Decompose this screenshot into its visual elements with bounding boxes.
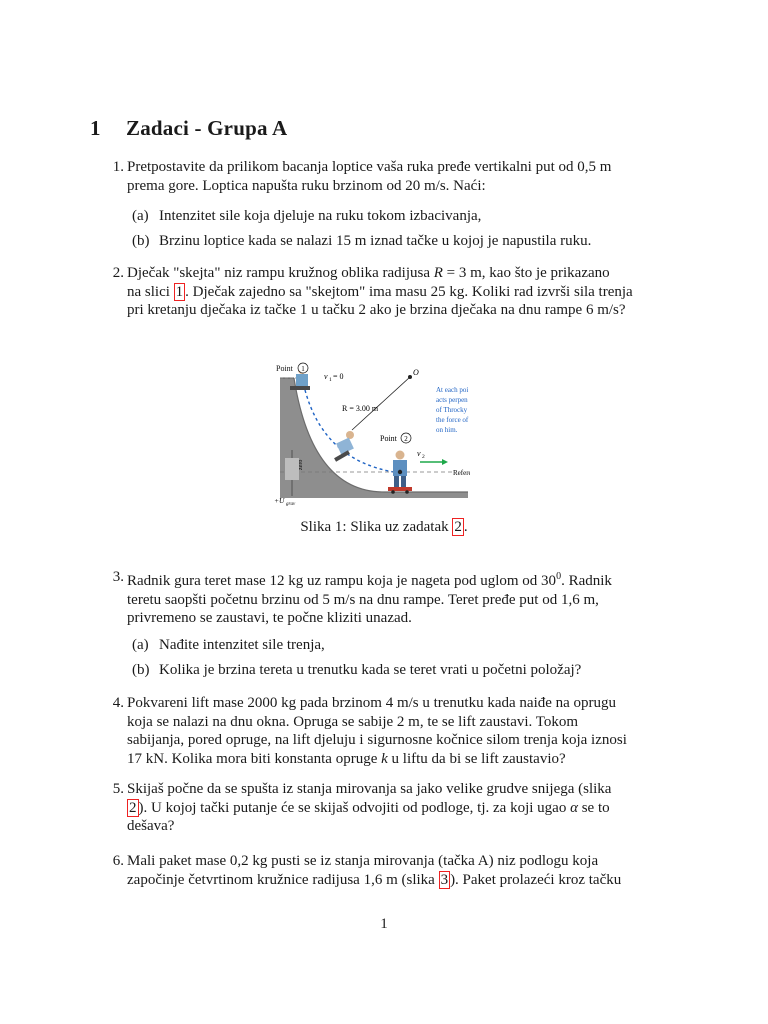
problem-text: Skijaš počne da se spušta iz stanja mirovanja sa jako velike grudve snijega (slika 2 ). U kojoj tački putanje će se skijaš odvojiti od podloge, tj. za koji ugao α se to dešava? [127,781,612,834]
problem-text: Radnik gura teret mase 12 kg uz rampu koja je nageta pod uglom od $30^0$. Radnik teretu saopšti početnu brzinu od 5 m/s na dnu rampe. Teret pređe put od 1,6 m, privremeno se zaustavi, te počne kliziti unazad. [127,571,612,626]
svg-text:v: v [417,449,421,458]
subitem-3b: (b) Kolika je brzina tereta u trenutku kada se teret vrati u početni položaj? [132,662,582,678]
figure-ref-link[interactable]: 1 [175,283,184,300]
skateboard-ramp-figure [272,360,470,508]
svg-text:2: 2 [422,454,425,460]
figure-ref-link[interactable]: 2 [129,799,137,816]
svg-text:the force of: the force of [436,416,469,424]
section-number: 1 [90,116,101,140]
svg-text:R = 3.00 m: R = 3.00 m [342,404,379,413]
svg-text:+U: +U [274,496,285,505]
svg-text:on him.: on him. [436,426,458,434]
figure-caption: Slika 1: Slika uz zadatak 2 . [300,519,468,535]
svg-text:O: O [413,368,419,377]
problem-text: Pokvareni lift mase 2000 kg pada brzinom 4 m/s u trenutku kada naiđe na oprugu koja se nalazi na dnu okna. Opruga se sabije 2 m, te se lift zaustavi. Tokom sabijanja, pored opruge, na lift djeluju i sigurnosne kočnice silom trenja koja iznosi 17 kN. Kolika mora biti konstanta opruge k u liftu da bi se lift zaustavio? [127,695,627,767]
problem-3 [104,568,660,628]
problem-number: 6. [112,853,124,869]
svg-text:Point: Point [276,364,293,373]
section-title-text: Zadaci - Grupa A [126,116,288,140]
svg-text:At each poi: At each poi [436,386,469,394]
figure-ref-link[interactable]: 3 [440,871,449,888]
problem-5 [104,780,660,836]
problem-4 [104,694,660,768]
subitem-1a: (a) Intenzitet sile koja djeluje na ruku tokom izbacivanja, [132,208,482,224]
subitem-3a: (a) Nađite intenzitet sile trenja, [132,637,325,653]
problem-number: 5. [112,781,124,797]
svg-text:1: 1 [329,377,332,383]
svg-text:= 0: = 0 [333,372,344,381]
subitem-1b: (b) Brzinu loptice kada se nalazi 15 m iznad tačke u kojoj je napustila ruku. [132,233,592,249]
svg-text:zero: zero [298,459,304,470]
page-number: 1 [380,916,388,932]
svg-text:of Throcky: of Throcky [436,406,468,414]
problem-text: Pretpostavite da prilikom bacanja loptice vaša ruka pređe vertikalni put od 0,5 m prema gore. Loptica napušta ruku brzinom od 20 m/s. Naći: [127,159,612,194]
svg-text:Point: Point [380,434,397,443]
svg-text:acts perpen: acts perpen [436,396,468,404]
problem-6 [104,852,660,889]
svg-text:Refere: Refere [453,469,470,477]
problem-1 [104,158,660,195]
svg-text:grav: grav [286,502,296,507]
problem-number: 4. [112,695,124,711]
problem-number: 2. [112,265,124,281]
problem-text: Mali paket mase 0,2 kg pusti se iz stanja mirovanja (tačka A) niz podlogu koja započinje četvrtinom kružnice radijusa 1,6 m (slika 3 ). Paket prolazeći kroz tačku [127,853,622,888]
problem-text: Dječak "skejta" niz rampu kružnog oblika radijusa R = 3 m, kao što je prikazano na slici 1 . Dječak zajedno sa "skejtom" ima masu 25 kg. Koliki rad izvrši sila trenja pri kretanju dječaka iz tačke 1 u tačku 2 ako je brzina dječaka na dnu rampe 6 m/s? [127,265,633,318]
caption-ref-link[interactable]: 2 [454,519,462,535]
problem-2 [104,264,660,320]
section-title [90,116,287,141]
problem-number: 1. [112,159,124,175]
svg-text:2: 2 [404,435,408,443]
skater-figure-middle [334,431,354,462]
svg-text:v: v [324,372,328,381]
problem-number: 3. [112,569,124,585]
svg-text:1: 1 [301,365,305,373]
